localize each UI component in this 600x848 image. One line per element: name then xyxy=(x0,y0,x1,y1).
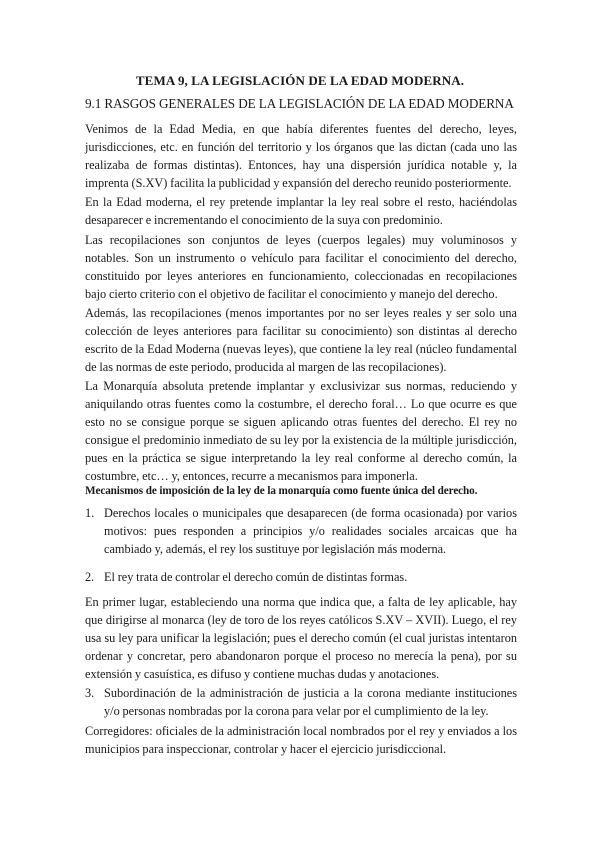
list-text: El rey trata de controlar el derecho común de distintas formas. xyxy=(104,570,408,584)
mechanisms-subheading: Mecanismos de imposición de la ley de la monarquía como fuente única del derecho. xyxy=(85,485,478,497)
paragraph-2: En la Edad moderna, el rey pretende implantar la ley real sobre el resto, haciéndolas desaparecer e incrementando el conocimiento de la suya con predominio. xyxy=(85,195,517,227)
list-number: 1. xyxy=(85,506,95,520)
list-number: 3. xyxy=(85,686,95,700)
paragraph-1: Venimos de la Edad Media, en que había diferentes fuentes del derecho, leyes, jurisdicciones, etc. en función del territorio y los órganos que las dictan (cada uno las realizaba de formas distintas). Entonces, hay una dispersión jurídica notable y, la imprenta (S.XV) facilita la publicidad y expansión del derecho reunido posteriormente. xyxy=(85,122,517,190)
paragraph-after-item-2: En primer lugar, estableciendo una norma que indica que, a falta de ley aplicable, hay que dirigirse al monarca (ley de toro de los reyes católicos S.XV – XVII). Luego, el rey usa su ley para unificar la legislación; pues el derecho común (el cual juristas intentaron ordenar y concretar, pero abandonaron porque el proceso no merecía la pena), por su extensión y casuística, es difuso y contiene muchas dudas y anotaciones. xyxy=(85,595,517,681)
paragraph-3: Las recopilaciones son conjuntos de leyes (cuerpos legales) muy voluminosos y notables. Son un instrumento o vehículo para facilitar el conocimiento del derecho, constituido por leyes anteriores en funcionamiento, coleccionadas en recopilaciones bajo cierto criterio con el objetivo de facilitar el conocimiento y manejo del derecho. xyxy=(85,233,517,301)
paragraph-4: Además, las recopilaciones (menos importantes por no ser leyes reales y ser solo una colección de leyes anteriores para facilitar su conocimiento) son distintas al derecho escrito de la Edad Moderna (nuevas leyes), que contiene la ley real (núcleo fundamental de las normas de este periodo, producida al margen de las recopilaciones). xyxy=(85,306,517,374)
list-number: 2. xyxy=(85,570,95,584)
paragraph-5: La Monarquía absoluta pretende implantar y exclusivizar sus normas, reduciendo y aniquilando otras fuentes como la costumbre, el derecho foral… Lo que ocurre es que esto no se consigue porque se siguen aplicando otras fuentes del derecho. El rey no consigue el predominio inmediato de su ley por la existencia de la múltiple jurisdicción, pues en la práctica se sigue interpretando la ley real conforme al derecho común, la costumbre, etc… y, entonces, recurre a mecanismos para imponerla. xyxy=(85,379,517,483)
document-title: TEMA 9, LA LEGISLACIÓN DE LA EDAD MODERNA. xyxy=(135,73,465,88)
list-text: Derechos locales o municipales que desaparecen (de forma ocasionada) por varios motivos: pues responden a principios y/o realidades sociales arcaicas que ha cambiado y, además, el rey los sustituye por legislación más moderna. xyxy=(104,506,517,556)
list-text: Subordinación de la administración de justicia a la corona mediante instituciones y/o personas nombradas por la corona para velar por el cumplimiento de la ley. xyxy=(104,686,517,718)
section-heading: 9.1 RASGOS GENERALES DE LA LEGISLACIÓN DE LA EDAD MODERNA xyxy=(85,96,514,111)
paragraph-corregidores: Corregidores: oficiales de la administración local nombrados por el rey y enviados a los municipios para inspeccionar, controlar y hacer el ejercicio jurisdiccional. xyxy=(85,724,517,756)
